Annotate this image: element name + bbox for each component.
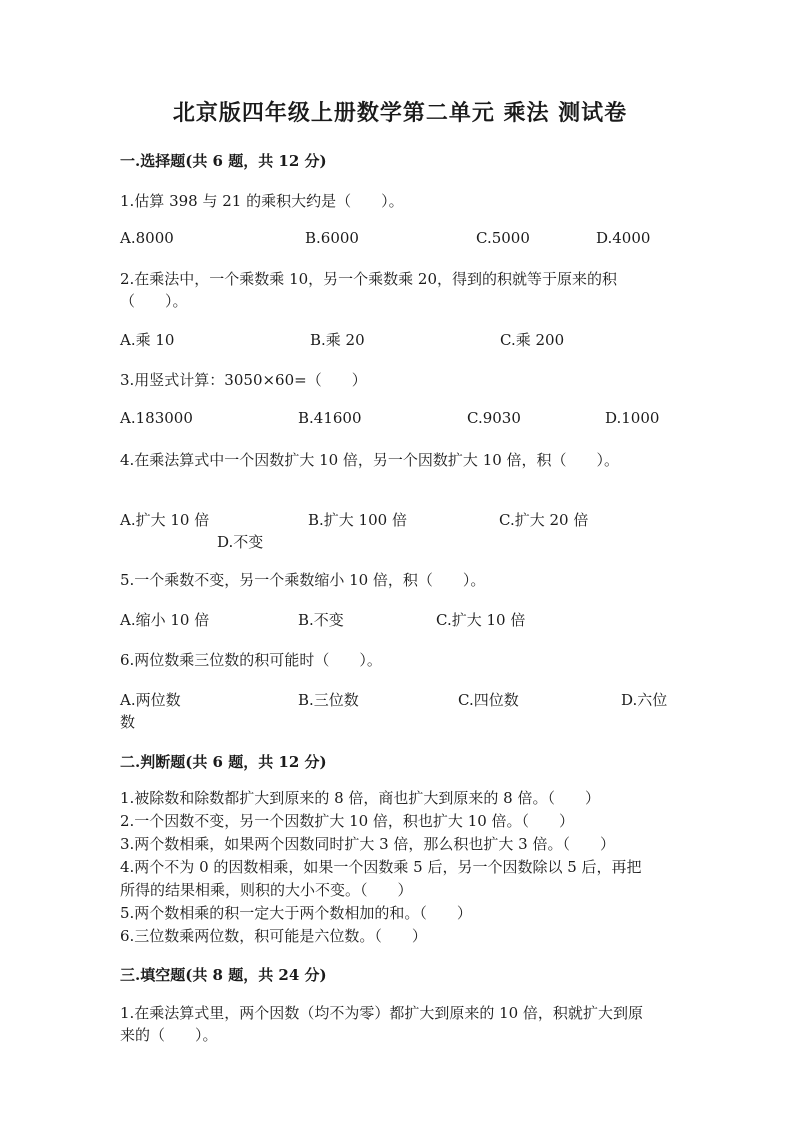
question-text: 2.在乘法中，一个乘数乘 10，另一个乘数乘 20，得到的积就等于原来的积 xyxy=(120,270,618,288)
question-text: 6.两位数乘三位数的积可能时（ ）。 xyxy=(120,651,382,669)
option-c: C.乘 200 xyxy=(500,331,565,349)
statement: 3.两个数相乘，如果两个因数同时扩大 3 倍，那么积也扩大 3 倍。（ ） xyxy=(120,835,615,853)
question-text: 5.一个乘数不变，另一个乘数缩小 10 倍，积（ ）。 xyxy=(120,571,486,589)
section-heading-fill: 三.填空题(共 8 题，共 24 分) xyxy=(120,966,327,984)
statement: 1.被除数和除数都扩大到原来的 8 倍，商也扩大到原来的 8 倍。（ ） xyxy=(120,789,600,807)
option-a: A.8000 xyxy=(120,229,174,247)
option-c: C.扩大 10 倍 xyxy=(436,611,526,629)
question-text-cont: 来的（ ）。 xyxy=(120,1026,218,1044)
option-d: D.六位 xyxy=(621,691,668,709)
option-c: C.扩大 20 倍 xyxy=(499,511,589,529)
question-text-cont: （ ）。 xyxy=(120,292,188,310)
option-b: B.三位数 xyxy=(298,691,359,709)
option-b: B.41600 xyxy=(298,409,362,427)
option-b: B.不变 xyxy=(298,611,344,629)
question-text: 1.估算 398 与 21 的乘积大约是（ ）。 xyxy=(120,192,404,210)
option-d: D.4000 xyxy=(596,229,651,247)
option-a: A.扩大 10 倍 xyxy=(120,511,210,529)
statement-cont: 所得的结果相乘，则积的大小不变。（ ） xyxy=(120,881,413,899)
section-heading-choice: 一.选择题(共 6 题，共 12 分) xyxy=(120,152,327,170)
page-title: 北京版四年级上册数学第二单元 乘法 测试卷 xyxy=(172,100,628,126)
option-a: A.两位数 xyxy=(120,691,181,709)
option-a: A.乘 10 xyxy=(120,331,175,349)
statement: 6.三位数乘两位数，积可能是六位数。（ ） xyxy=(120,927,427,945)
option-d: D.1000 xyxy=(605,409,660,427)
statement: 2.一个因数不变，另一个因数扩大 10 倍，积也扩大 10 倍。（ ） xyxy=(120,812,575,830)
statement: 4.两个不为 0 的因数相乘，如果一个因数乘 5 后，另一个因数除以 5 后，再把 xyxy=(120,858,642,876)
option-b: B.乘 20 xyxy=(310,331,365,349)
option-c: C.四位数 xyxy=(458,691,519,709)
option-b: B.扩大 100 倍 xyxy=(308,511,407,529)
question-text: 1.在乘法算式里，两个因数（均不为零）都扩大到原来的 10 倍，积就扩大到原 xyxy=(120,1004,643,1022)
question-text: 3.用竖式计算：3050×60=（ ） xyxy=(120,371,367,389)
statement: 5.两个数相乘的积一定大于两个数相加的和。（ ） xyxy=(120,904,472,922)
option-c: C.9030 xyxy=(467,409,521,427)
section-heading-judge: 二.判断题(共 6 题，共 12 分) xyxy=(120,753,327,771)
option-a: A.缩小 10 倍 xyxy=(120,611,210,629)
option-a: A.183000 xyxy=(120,409,193,427)
option-c: C.5000 xyxy=(476,229,530,247)
option-d-cont: 数 xyxy=(120,713,136,731)
option-b: B.6000 xyxy=(305,229,359,247)
option-d: D.不变 xyxy=(217,533,264,551)
question-text: 4.在乘法算式中一个因数扩大 10 倍，另一个因数扩大 10 倍，积（ ）。 xyxy=(120,451,620,469)
